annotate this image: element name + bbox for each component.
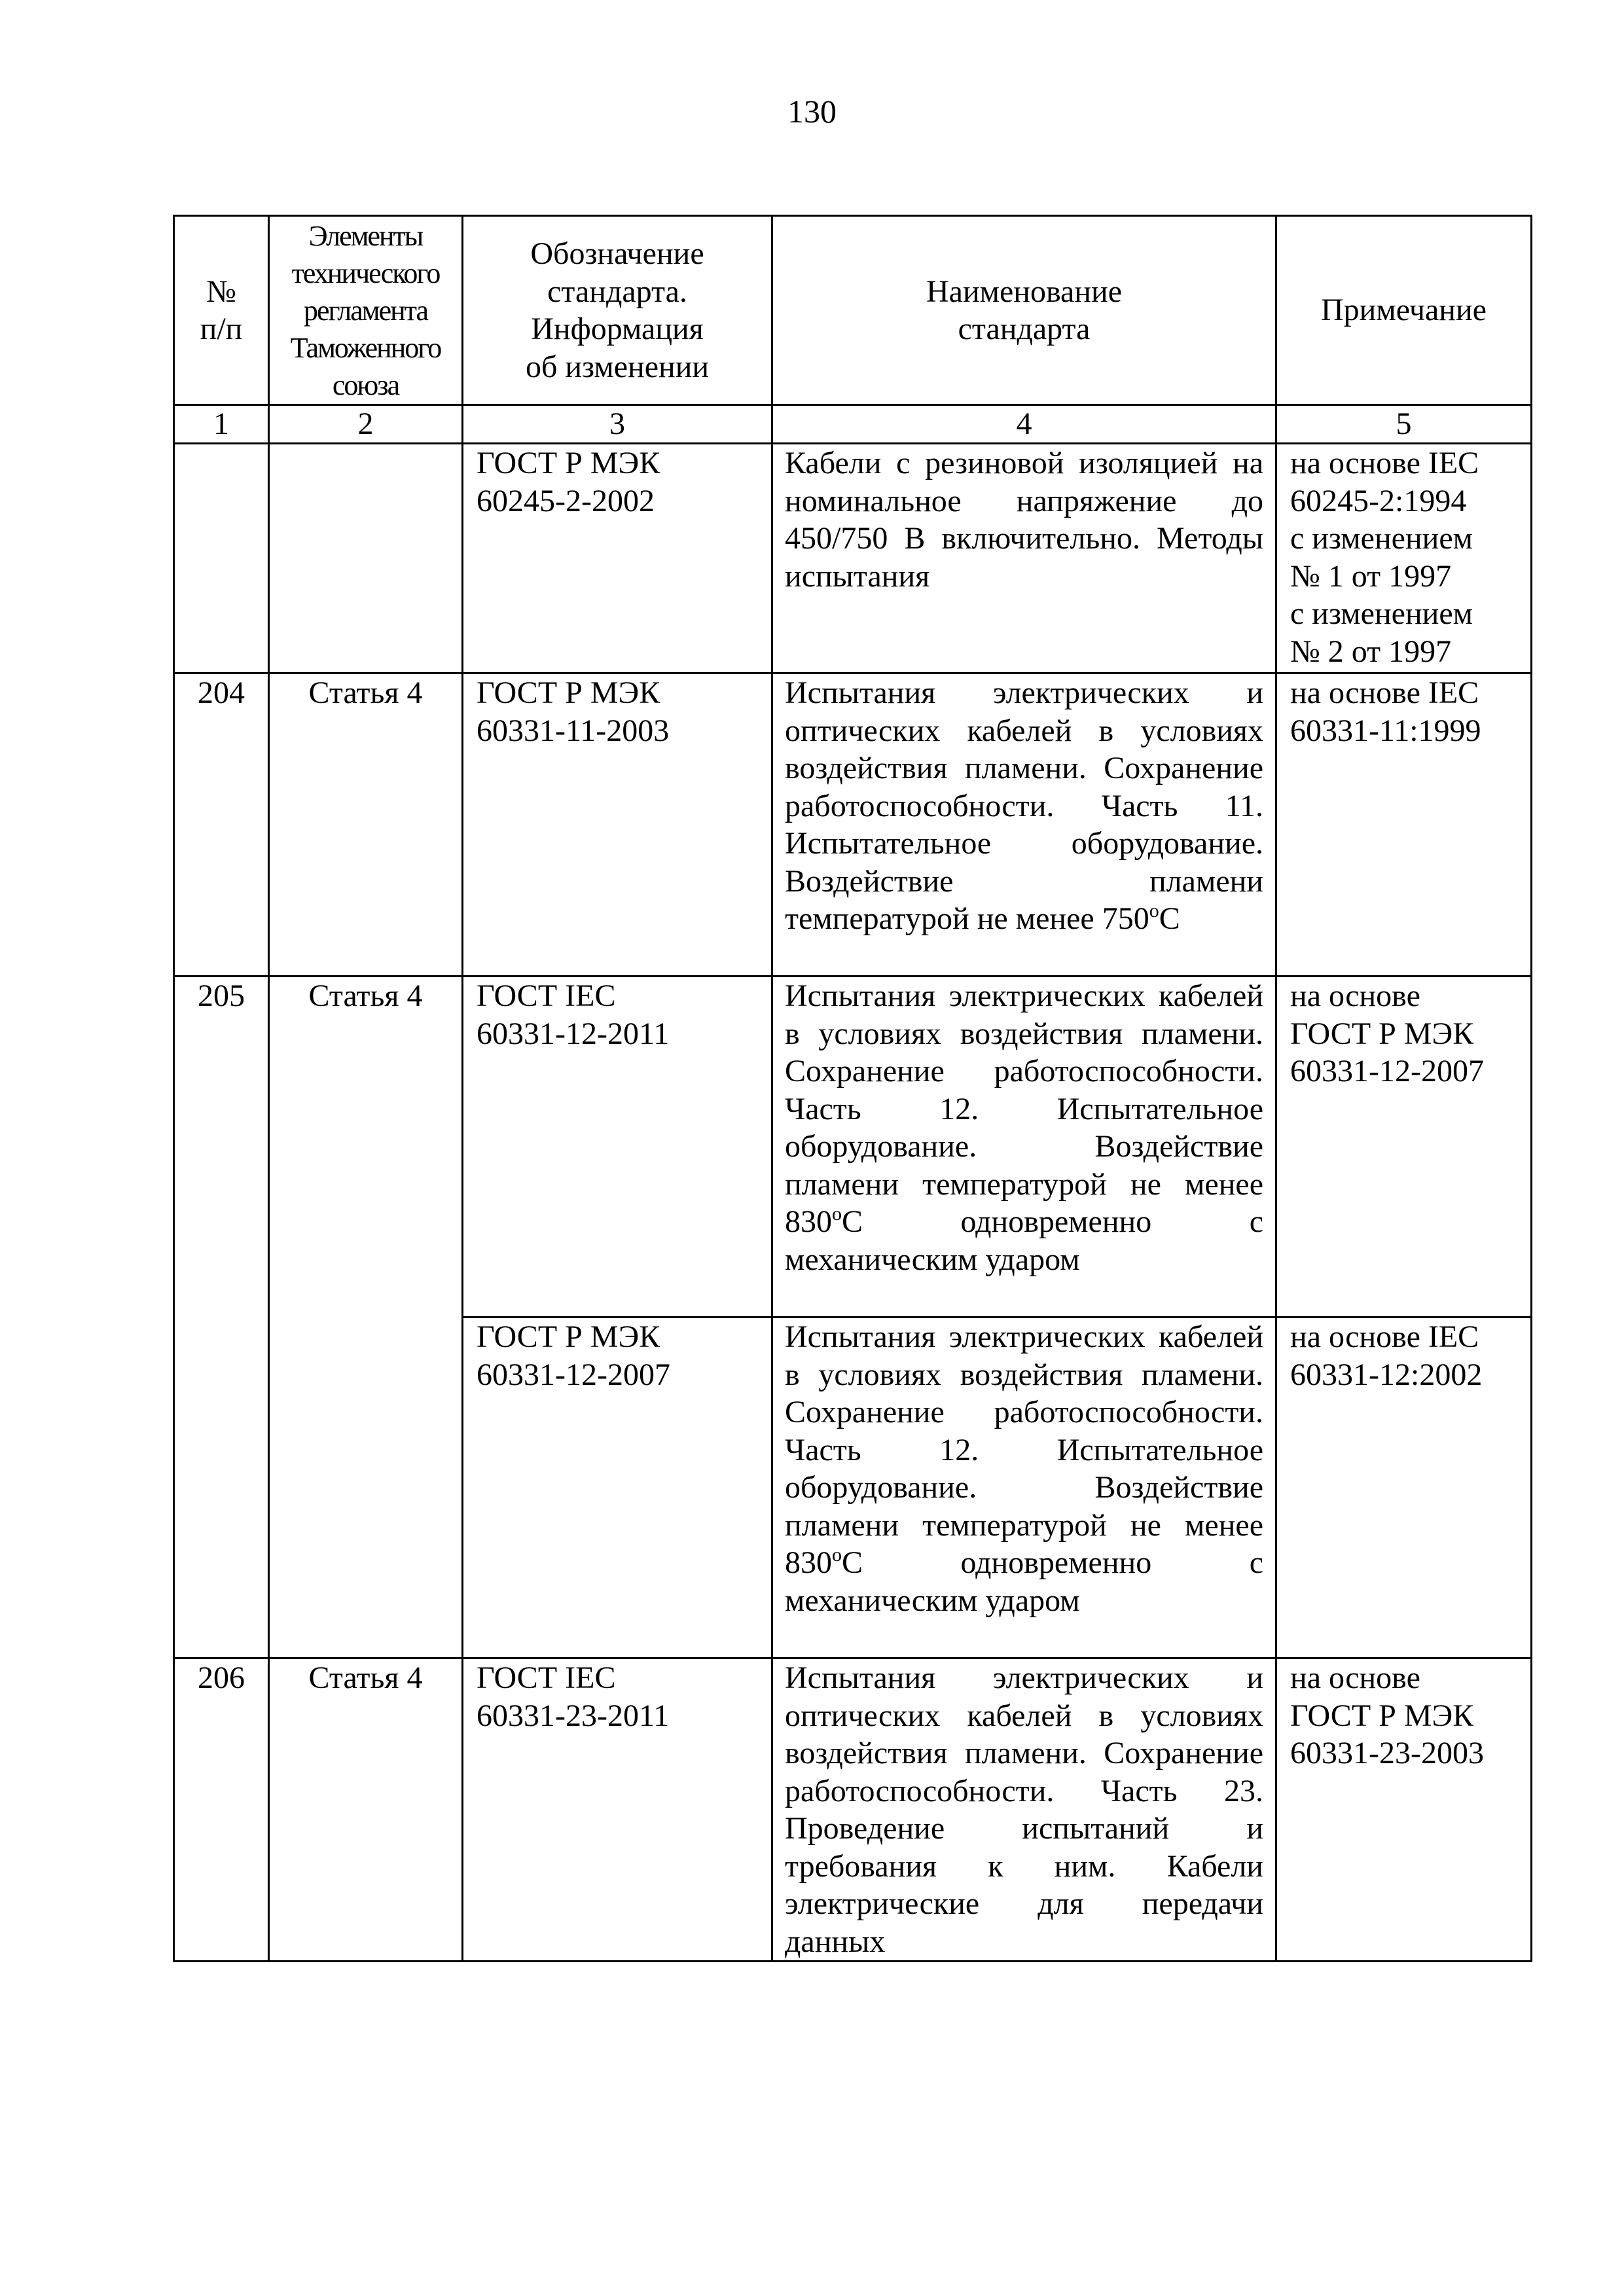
- standard-name-text: Кабели с резиновой изоляцией на номинальное напряжение до 450/750 В включительно. Методы испытания: [785, 446, 1263, 594]
- column-number: 1: [174, 405, 269, 444]
- column-number: 4: [772, 405, 1276, 444]
- table-row: [174, 977, 1532, 1318]
- header-note: Примечание: [1276, 216, 1532, 405]
- header-elements-line: союза: [332, 368, 399, 401]
- code-line: 60245-2-2002: [477, 483, 655, 518]
- header-name: [772, 216, 1276, 405]
- table-row: [174, 444, 1532, 673]
- standard-name-text: Испытания электрических и оптических кабелей в условиях воздействия пламени. Сохранение работоспособности. Часть 11. Испытательное оборудование. Воздействие пламени температурой не менее 750: [785, 675, 1263, 936]
- code-line: 60331-12-2007: [477, 1357, 670, 1392]
- header-elements-line: технического: [291, 257, 440, 289]
- header-num-line: п/п: [200, 312, 243, 346]
- degree-superscript: o: [832, 1203, 842, 1225]
- header-name-line: стандарта: [958, 312, 1091, 346]
- row-number: 206: [174, 1659, 269, 1962]
- note-line: на основе IEC: [1290, 1319, 1479, 1354]
- code-line: 60331-11-2003: [477, 713, 670, 748]
- degree-superscript: o: [1149, 900, 1159, 922]
- row-standard-code: [463, 444, 772, 673]
- note-line: с изменением: [1290, 521, 1473, 556]
- row-article: Статья 4: [269, 673, 463, 977]
- note-line: № 1 от 1997: [1290, 558, 1452, 594]
- header-elements-line: регламента: [303, 294, 428, 327]
- row-note: [1276, 977, 1532, 1318]
- header-elements-line: Таможенного: [290, 331, 441, 364]
- note-line: на основе: [1290, 1660, 1420, 1695]
- row-standard-code: [463, 977, 772, 1318]
- row-note: [1276, 1318, 1532, 1659]
- row-standard-code: [463, 673, 772, 977]
- standards-table: [173, 215, 1532, 1962]
- note-line: 60331-23-2003: [1290, 1736, 1484, 1770]
- header-elements: [269, 216, 463, 405]
- row-standard-name: [772, 444, 1276, 673]
- code-line: 60331-12-2011: [477, 1016, 670, 1051]
- table-row: [174, 1659, 1532, 1962]
- note-line: на основе: [1290, 978, 1420, 1013]
- column-number: 2: [269, 405, 463, 444]
- note-line: с изменением: [1290, 596, 1473, 631]
- row-article: Статья 4: [269, 977, 463, 1659]
- column-number-row: [174, 405, 1532, 444]
- note-line: 60331-12:2002: [1290, 1357, 1483, 1392]
- row-standard-name: [772, 977, 1276, 1318]
- note-line: ГОСТ Р МЭК: [1290, 1016, 1474, 1051]
- standard-name-text: Испытания электрических кабелей в условиях воздействия пламени. Сохранение работоспособности. Часть 12. Испытательное оборудование. Воздействие пламени температурой не менее 830: [785, 1319, 1263, 1580]
- row-standard-name: [772, 1659, 1276, 1962]
- row-standard-code: [463, 1659, 772, 1962]
- code-line: 60331-23-2011: [477, 1698, 670, 1733]
- row-article: [269, 444, 463, 673]
- note-line: № 2 от 1997: [1290, 634, 1452, 669]
- row-note: [1276, 1659, 1532, 1962]
- code-line: ГОСТ IEC: [477, 978, 616, 1013]
- degree-superscript: o: [832, 1544, 842, 1566]
- column-number: 5: [1276, 405, 1532, 444]
- table-header-row: [174, 216, 1532, 405]
- standard-name-text: Испытания электрических кабелей в условиях воздействия пламени. Сохранение работоспособности. Часть 12. Испытательное оборудование. Воздействие пламени температурой не менее 830: [785, 978, 1263, 1239]
- note-line: ГОСТ Р МЭК: [1290, 1698, 1474, 1733]
- column-number: 3: [463, 405, 772, 444]
- row-number: [174, 444, 269, 673]
- code-line: ГОСТ Р МЭК: [477, 1319, 660, 1354]
- table-row: [174, 673, 1532, 977]
- note-line: 60245-2:1994: [1290, 483, 1467, 518]
- header-designation-line: Информация: [531, 312, 704, 346]
- code-line: ГОСТ Р МЭК: [477, 446, 660, 480]
- standard-name-text: Испытания электрических и оптических кабелей в условиях воздействия пламени. Сохранение работоспособности. Часть 23. Проведение испытаний и требования к ним. Кабели электрические для передачи данных: [785, 1660, 1263, 1959]
- row-note: [1276, 444, 1532, 673]
- note-line: на основе IEC: [1290, 446, 1479, 480]
- row-number: 204: [174, 673, 269, 977]
- note-line: на основе IEC: [1290, 675, 1479, 710]
- row-standard-name: [772, 1318, 1276, 1659]
- header-elements-line: Элементы: [308, 219, 423, 252]
- standard-name-tail: C одновременно с механическим ударом: [785, 1204, 1263, 1277]
- header-designation: [463, 216, 772, 405]
- header-num-line: №: [206, 274, 236, 309]
- header-name-line: Наименование: [926, 274, 1123, 309]
- row-article: Статья 4: [269, 1659, 463, 1962]
- page-number: 130: [787, 93, 837, 130]
- note-line: 60331-11:1999: [1290, 713, 1481, 748]
- code-line: ГОСТ Р МЭК: [477, 675, 660, 710]
- standard-name-tail: C одновременно с механическим ударом: [785, 1545, 1263, 1618]
- row-standard-name: [772, 673, 1276, 977]
- note-line: 60331-12-2007: [1290, 1054, 1484, 1088]
- row-standard-code: [463, 1318, 772, 1659]
- row-number: 205: [174, 977, 269, 1659]
- code-line: ГОСТ IEC: [477, 1660, 616, 1695]
- header-designation-line: стандарта.: [547, 274, 687, 309]
- standard-name-tail: C: [1159, 901, 1180, 936]
- header-num: [174, 216, 269, 405]
- row-note: [1276, 673, 1532, 977]
- header-designation-line: Обозначение: [530, 236, 704, 271]
- header-designation-line: об изменении: [525, 349, 710, 384]
